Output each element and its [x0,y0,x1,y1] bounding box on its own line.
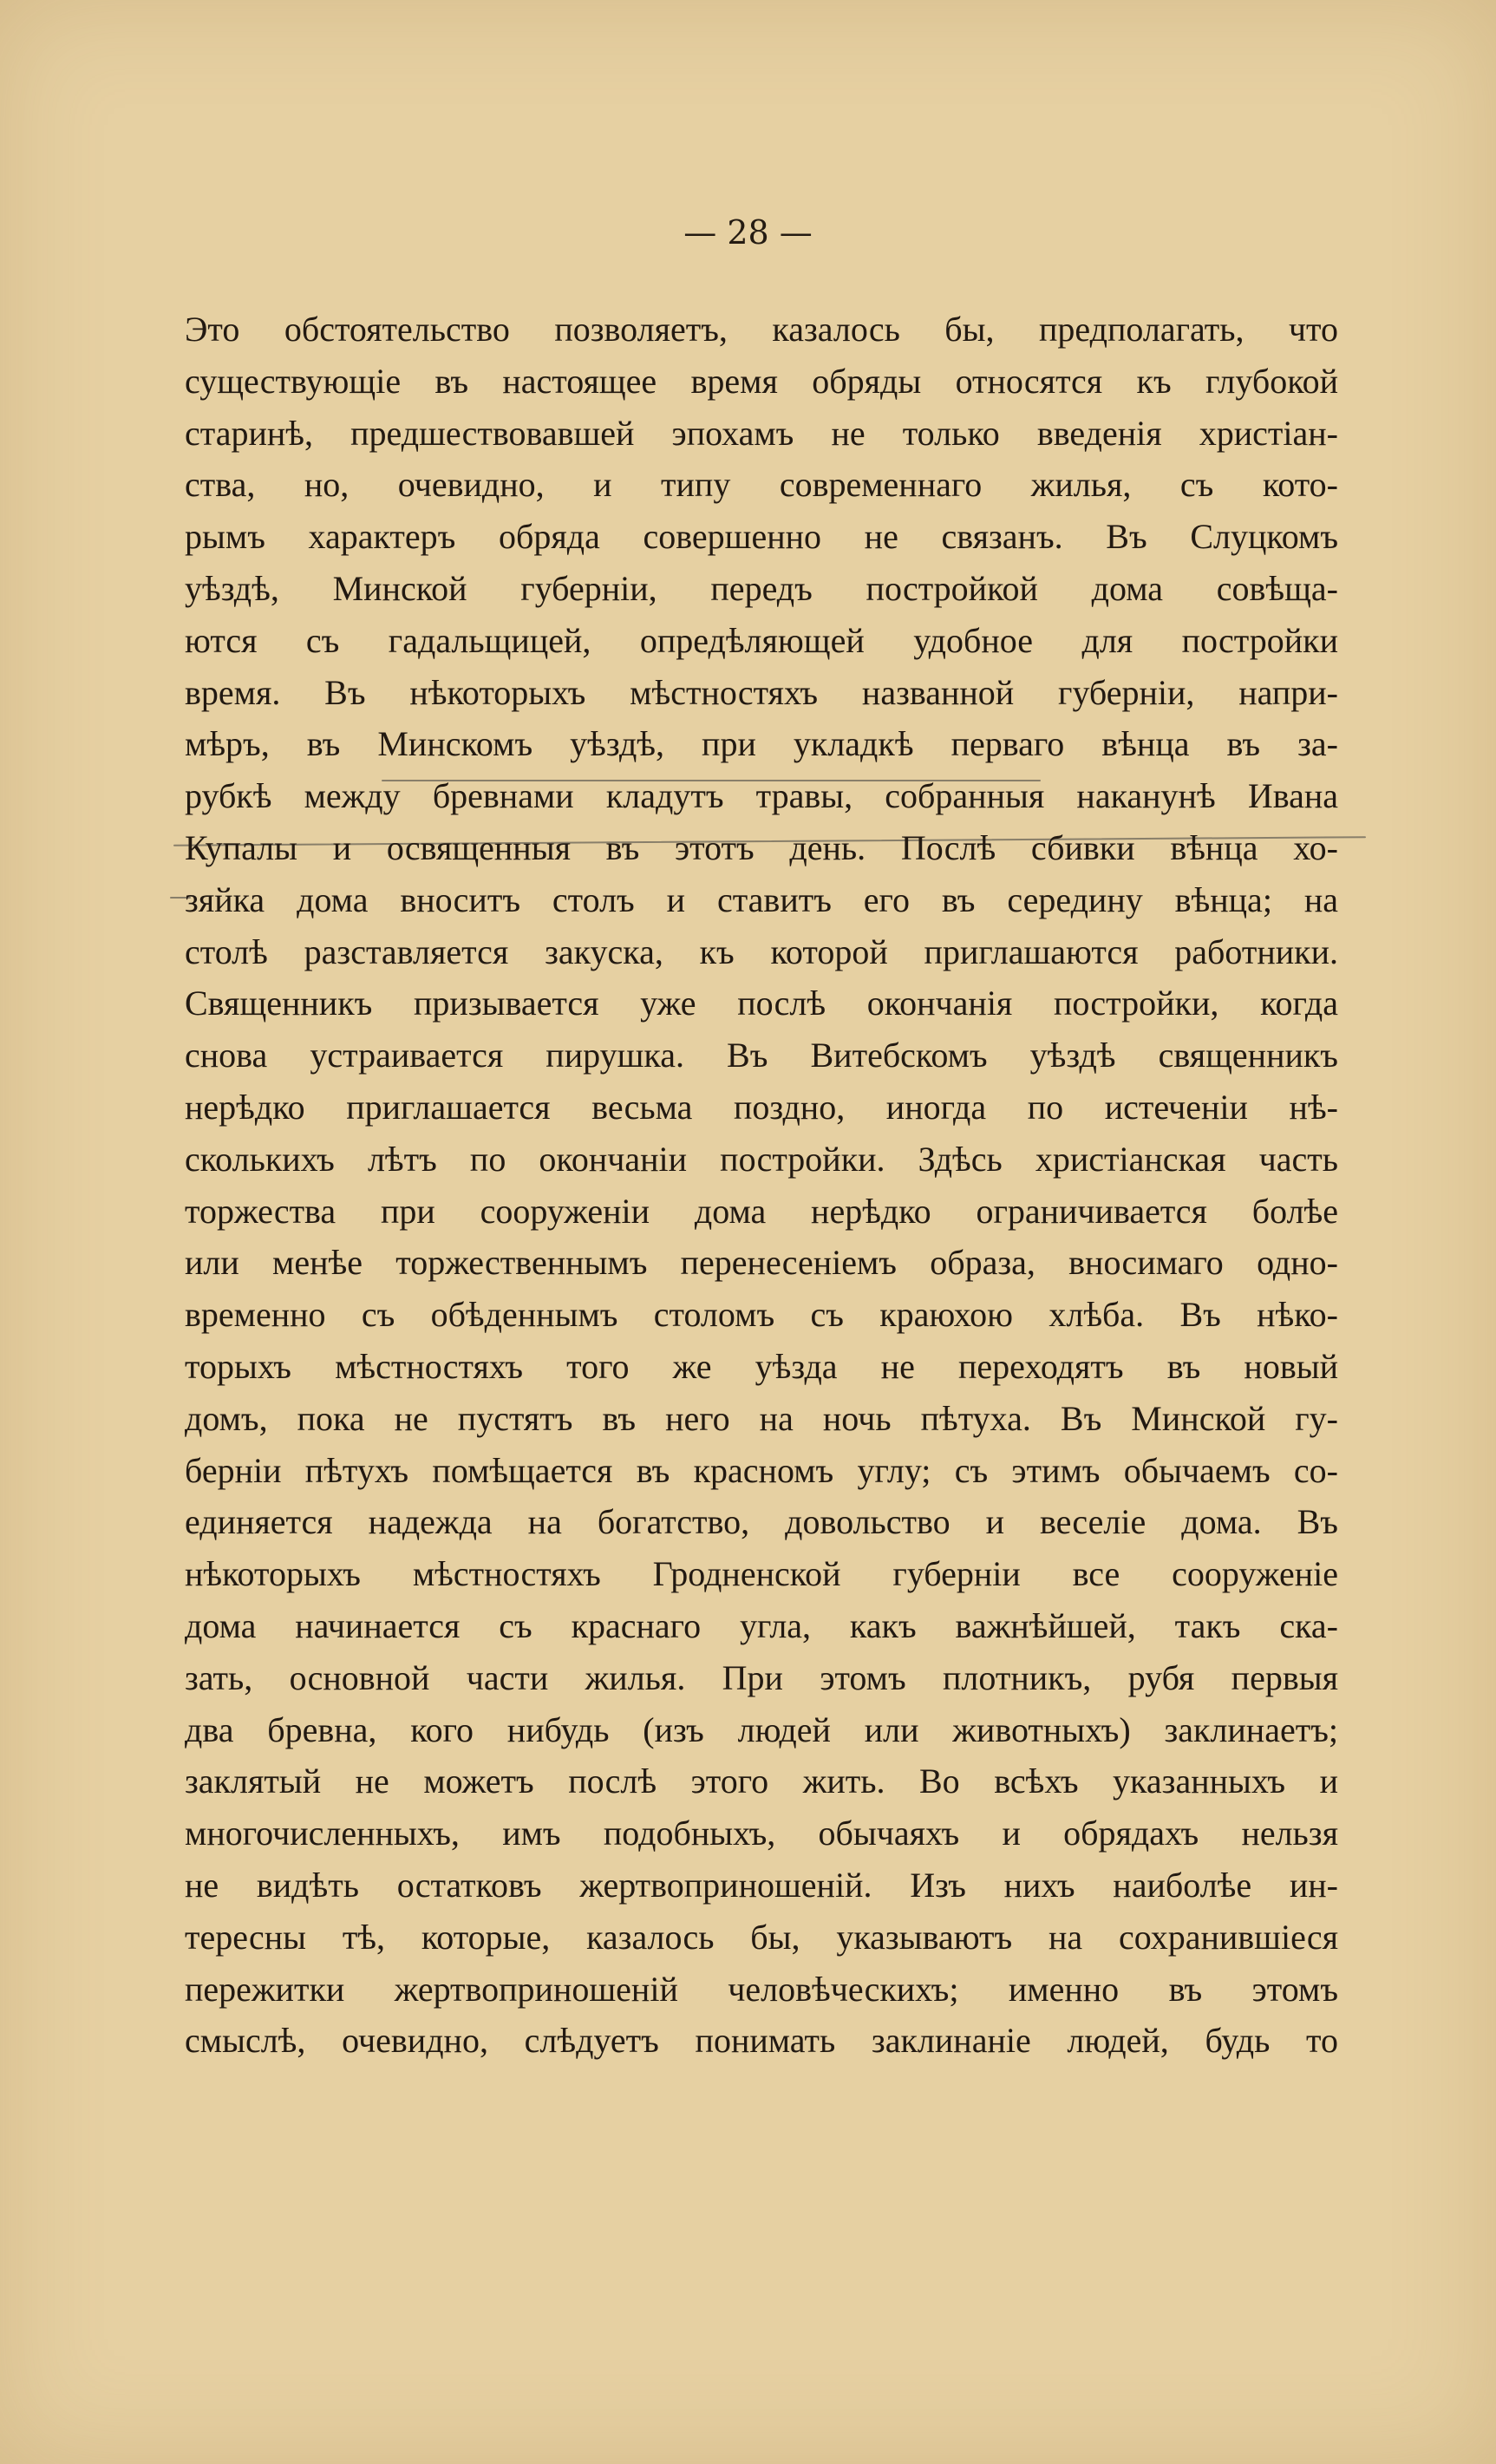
text-line: не видѣть остатковъ жертвоприношеній. Изъ нихъ наиболѣе ин- [185,1865,1338,1905]
text-line: Это обстоятельство позволяетъ, казалось бы, предполагать, что [185,310,1338,349]
text-line: заклятый не можетъ послѣ этого жить. Во всѣхъ указанныхъ и [185,1761,1338,1801]
text-line: нерѣдко приглашается весьма поздно, иногда по истеченіи нѣ- [185,1087,1338,1127]
text-line: берніи пѣтухъ помѣщается въ красномъ углу; съ этимъ обычаемъ со- [185,1450,1338,1490]
body-text [185,304,1338,2067]
text-line: зяйка дома вноситъ столъ и ставитъ его въ середину вѣнца; на [185,879,1338,919]
text-line: мѣръ, въ Минскомъ уѣздѣ, при укладкѣ перваго вѣнца въ за- [185,724,1338,764]
text-line: два бревна, кого нибудь (изъ людей или животныхъ) заклинаетъ; [185,1709,1338,1749]
text-line: смыслѣ, очевидно, слѣдуетъ понимать заклинаніе людей, будь то [185,2021,1338,2061]
text-line: дома начинается съ краснаго угла, какъ важнѣйшей, такъ ска- [185,1605,1338,1645]
text-line: временно съ обѣденнымъ столомъ съ краюхою хлѣба. Въ нѣко- [185,1295,1338,1335]
text-line: или менѣе торжественнымъ перенесеніемъ образа, вносимаго одно- [185,1243,1338,1283]
text-line: пережитки жертвоприношеній человѣческихъ; именно въ этомъ [185,1969,1338,2009]
text-line: уѣздѣ, Минской губерніи, передъ постройкой дома совѣща- [185,568,1338,608]
text-line: рубкѣ между бревнами кладутъ травы, собранныя наканунѣ Ивана [185,776,1338,816]
text-line: торыхъ мѣстностяхъ того же уѣзда не переходятъ въ новый [185,1346,1338,1386]
text-line: многочисленныхъ, имъ подобныхъ, обычаяхъ и обрядахъ нельзя [185,1814,1338,1853]
text-line: сколькихъ лѣтъ по окончаніи постройки. Здѣсь христіанская часть [185,1139,1338,1179]
text-line: Священникъ призывается уже послѣ окончанія постройки, когда [185,984,1338,1023]
text-line: единяется надежда на богатство, довольство и веселіе дома. Въ [185,1502,1338,1542]
text-line: столѣ разставляется закуска, къ которой приглашаются работники. [185,931,1338,971]
text-line: Купалы и освященныя въ этотъ день. Послѣ сбивки вѣнца хо- [185,827,1338,867]
text-line: ются съ гадальщицей, опредѣляющей удобное для постройки [185,620,1338,660]
text-line: существующіе въ настоящее время обряды относятся къ глубокой [185,361,1338,401]
text-line: тересны тѣ, которые, казалось бы, указываютъ на сохранившіеся [185,1917,1338,1957]
text-line: время. Въ нѣкоторыхъ мѣстностяхъ названной губерніи, напри- [185,672,1338,712]
text-line: рымъ характеръ обряда совершенно не связанъ. Въ Слуцкомъ [185,517,1338,557]
text-line: домъ, пока не пустятъ въ него на ночь пѣтуха. Въ Минской гу- [185,1398,1338,1438]
text-line: ства, но, очевидно, и типу современнаго жилья, съ кото- [185,465,1338,505]
text-line: старинѣ, предшествовавшей эпохамъ не только введенія христіан- [185,413,1338,453]
text-line: зать, основной части жилья. При этомъ плотникъ, рубя первыя [185,1657,1338,1697]
text-line: торжества при сооруженіи дома нерѣдко ограничивается болѣе [185,1191,1338,1231]
text-line: нѣкоторыхъ мѣстностяхъ Гродненской губерніи все сооруженіе [185,1554,1338,1594]
page-number: — 28 — [683,213,813,252]
text-line: снова устраивается пирушка. Въ Витебскомъ уѣздѣ священникъ [185,1036,1338,1075]
